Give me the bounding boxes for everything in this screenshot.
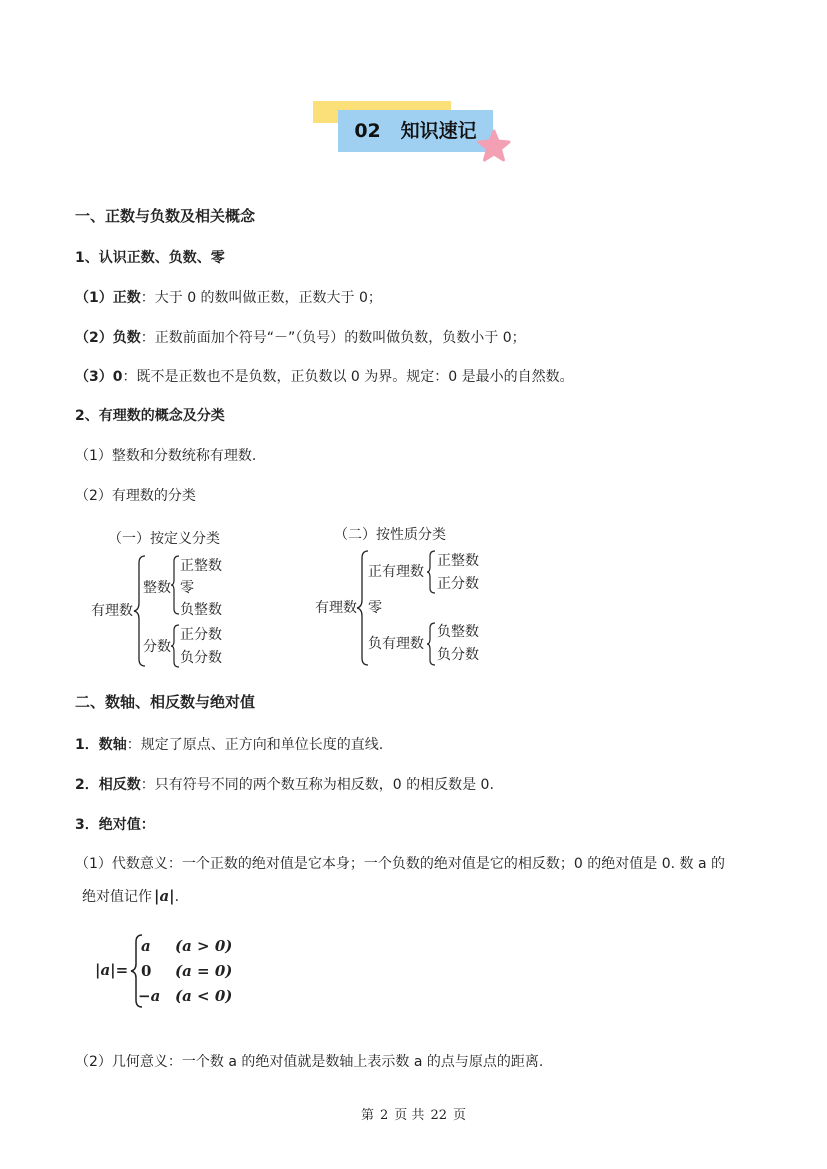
classify-a-int-item: 负整数 <box>180 602 222 618</box>
classify-a-frac-item: 正分数 <box>180 627 222 643</box>
para-zero <box>75 366 574 386</box>
brace-icon <box>170 624 180 668</box>
para-number-line-text: ：规定了原点、正方向和单位长度的直线. <box>126 737 384 753</box>
abs-symbol: |a| <box>154 887 175 905</box>
para-absolute-notation <box>82 886 179 906</box>
footer-suffix: 页 <box>452 1108 466 1123</box>
classify-a-frac-item: 负分数 <box>180 650 222 666</box>
para-positive-label: （1）正数 <box>75 290 141 306</box>
classify-b-neg-item: 负整数 <box>437 624 479 640</box>
para-opposite-text: ：只有符号不同的两个数互称为相反数，0 的相反数是 0. <box>140 777 494 793</box>
section1-heading: 一、正数与负数及相关概念 <box>75 207 256 225</box>
star-icon <box>477 129 511 163</box>
classify-b-pos-item: 正整数 <box>437 553 479 569</box>
footer-mid: 页 共 <box>394 1108 425 1123</box>
classify-a-caption: （一）按定义分类 <box>108 531 220 547</box>
para-number-line <box>75 734 383 754</box>
para-negative <box>75 327 526 347</box>
brace-icon <box>426 622 436 666</box>
case-condition: (a > 0) <box>175 937 233 955</box>
subheading-absolute: 3．绝对值： <box>75 817 155 833</box>
para-opposite-label: 2．相反数 <box>75 777 141 793</box>
case-condition: (a = 0) <box>175 962 233 980</box>
para-negative-text: ：正数前面加个符号“－”（负号）的数叫做负数，负数小于 0； <box>140 330 526 346</box>
classify-b-pos-item: 正分数 <box>437 576 479 592</box>
classify-b-pos: 正有理数 <box>368 564 424 580</box>
classify-b-root: 有理数 <box>315 600 357 616</box>
para-zero-label: （3）0 <box>75 369 123 385</box>
para-rational-def: （1）整数和分数统称有理数. <box>75 448 257 464</box>
case-value: 0 <box>141 962 152 980</box>
classify-a-int: 整数 <box>143 580 171 596</box>
section-banner <box>338 110 493 152</box>
case-value: −a <box>138 987 161 1005</box>
brace-icon <box>426 550 436 594</box>
notation-end: . <box>174 889 180 905</box>
para-opposite <box>75 774 494 794</box>
classify-b-zero: 零 <box>368 600 382 616</box>
classify-b-caption: （二）按性质分类 <box>334 527 446 543</box>
classify-b-neg-item: 负分数 <box>437 647 479 663</box>
para-absolute-geometric: （2）几何意义：一个数 a 的绝对值就是数轴上表示数 a 的点与原点的距离. <box>75 1054 544 1070</box>
para-number-line-label: 1．数轴 <box>75 737 127 753</box>
formula-lhs: |a|= <box>95 961 129 979</box>
footer-prefix: 第 <box>361 1108 375 1123</box>
classify-a-int-item: 零 <box>180 580 194 596</box>
para-positive-text: ：大于 0 的数叫做正数，正数大于 0； <box>140 290 382 306</box>
classify-a-int-item: 正整数 <box>180 558 222 574</box>
page-footer <box>0 1104 827 1123</box>
banner-title: 知识速记 <box>400 120 477 142</box>
section2-heading: 二、数轴、相反数与绝对值 <box>75 693 256 711</box>
banner-number: 02 <box>354 120 381 142</box>
case-value: a <box>141 937 151 955</box>
para-rational-classify: （2）有理数的分类 <box>75 488 196 504</box>
para-positive <box>75 287 382 307</box>
para-zero-text: ：既不是正数也不是负数，正负数以 0 为界。规定：0 是最小的自然数。 <box>122 369 574 385</box>
case-condition: (a < 0) <box>175 987 233 1005</box>
para-absolute-algebraic: （1）代数意义：一个正数的绝对值是它本身；一个负数的绝对值是它的相反数；0 的绝对值是 0. 数 a 的 <box>75 856 725 872</box>
page-total: 22 <box>430 1108 447 1123</box>
para-negative-label: （2）负数 <box>75 330 141 346</box>
subheading-2: 2、有理数的概念及分类 <box>75 408 225 424</box>
notation-text: 绝对值记作 <box>82 889 152 905</box>
classify-b-neg: 负有理数 <box>368 636 424 652</box>
subheading-1: 1、认识正数、负数、零 <box>75 250 225 266</box>
page-number: 2 <box>380 1108 389 1123</box>
brace-icon <box>170 555 180 615</box>
classify-a-frac: 分数 <box>143 639 171 655</box>
classify-a-root: 有理数 <box>91 603 133 619</box>
